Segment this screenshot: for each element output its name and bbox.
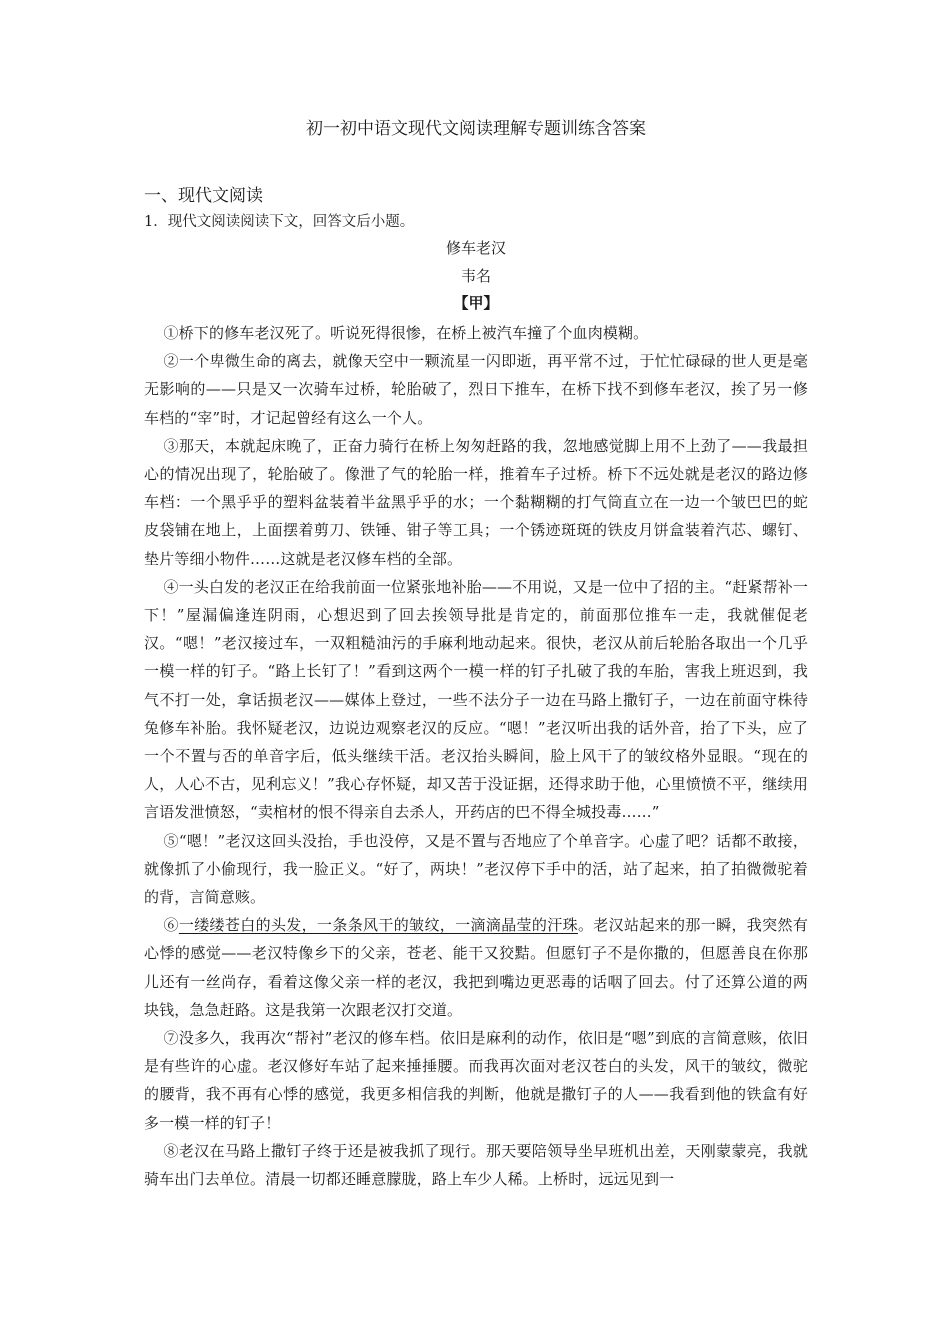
paragraph-5: ⑤“嗯！”老汉这回头没抬，手也没停，又是不置与否地应了个单音字。心虚了吧？话都不敢接，就像抓了小偷现行，我一脸正义。“好了，两块！”老汉停下手中的活，站了起来，拍了拍微微驼着的背，言简意赅。 — [144, 831, 808, 907]
story-author: 韦名 — [460, 267, 491, 285]
story-title: 修车老汉 — [445, 239, 506, 257]
paragraph-1: ①桥下的修车老汉死了。听说死得很惨，在桥上被汽车撞了个血肉模糊。 — [163, 324, 649, 342]
section-heading: 一、现代文阅读 — [144, 186, 263, 206]
paragraph-6-rest: 。老汉站起来的那一瞬，我突然有心悸的感觉——老汉特像乡下的父亲，苍老、能干又狡黠。但愿钉子不是你撒的，但愿善良在你那儿还有一丝尚存，看着这像父亲一样的老汉，我把到嘴边更恶毒的话咽了回去。付了还算公道的两块钱，急急赶路。这是我第一次跟老汉打交道。 — [144, 916, 808, 1019]
paragraph-4: ④一头白发的老汉正在给我前面一位紧张地补胎——不用说，又是一位中了招的主。“赶紧帮补一下！”屋漏偏逢连阴雨，心想迟到了回去挨领导批是肯定的，前面那位推车一走，我就催促老汉。“嗯！”老汉接过车，一双粗糙油污的手麻利地动起来。很快，老汉从前后轮胎各取出一个几乎一模一样的钉子。“路上长钉了！”看到这两个一模一样的钉子扎破了我的车胎，害我上班迟到，我气不打一处，拿话损老汉——媒体上登过，一些不法分子一边在马路上撒钉子，一边在前面守株待兔修车补胎。我怀疑老汉，边说边观察老汉的反应。“嗯！”老汉听出我的话外音，抬了下头，应了一个不置与否的单音字后，低头继续干活。老汉抬头瞬间，脸上风干了的皱纹格外显眼。“现在的人，人心不古，见利忘义！”我心存怀疑，却又苦于没证据，还得求助于他，心里愤愤不平，继续用言语发泄愤怒，“卖棺材的恨不得亲自去杀人，开药店的巴不得全城投毒……” — [144, 577, 808, 822]
paragraph-8: ⑧老汉在马路上撒钉子终于还是被我抓了现行。那天要陪领导坐早班机出差，天刚蒙蒙亮，我就骑车出门去单位。清晨一切都还睡意朦胧，路上车少人稀。上桥时，远远见到一 — [144, 1141, 808, 1189]
paragraph-7: ⑦没多久，我再次“帮衬”老汉的修车档。依旧是麻利的动作，依旧是“嗯”到底的言简意赅，依旧是有些许的心虚。老汉修好车站了起来捶捶腰。而我再次面对老汉苍白的头发，风干的皱纹，微驼的腰背，我不再有心悸的感觉，我更多相信我的判断，他就是撒钉子的人——我看到他的铁盒有好多一模一样的钉子！ — [144, 1029, 808, 1132]
paragraph-2: ②一个卑微生命的离去，就像天空中一颗流星一闪即逝，再平常不过，于忙忙碌碌的世人更是毫无影响的——只是又一次骑车过桥，轮胎破了，烈日下推车，在桥下找不到修车老汉，挨了另一修车档的“宰”时，才记起曾经有这么一个人。 — [144, 352, 808, 427]
underlined-sentence: 一缕缕苍白的头发，一条条风干的皱纹，一滴滴晶莹的汗珠 — [178, 916, 578, 935]
paragraph-3: ③那天，本就起床晚了，正奋力骑行在桥上匆匆赶路的我，忽地感觉脚上用不上劲了——我最担心的情况出现了，轮胎破了。像泄了气的轮胎一样，推着车子过桥。桥下不远处就是老汉的路边修车档：一个黑乎乎的塑料盆装着半盆黑乎乎的水；一个黏糊糊的打气筒直立在一边一个皱巴巴的蛇皮袋铺在地上，上面摆着剪刀、铁锤、钳子等工具；一个锈迹斑斑的铁皮月饼盒装着汽芯、螺钉、垫片等细小物件……这就是老汉修车档的全部。 — [144, 436, 808, 568]
document-title: 初一初中语文现代文阅读理解专题训练含答案 — [306, 119, 646, 139]
paragraph-6 — [144, 911, 808, 1024]
story-body — [144, 319, 808, 1193]
question-intro: 1．现代文阅读阅读下文，回答文后小题。 — [144, 214, 415, 230]
part-label: 【甲】 — [453, 294, 499, 312]
paragraph-6-number: ⑥ — [163, 916, 179, 935]
